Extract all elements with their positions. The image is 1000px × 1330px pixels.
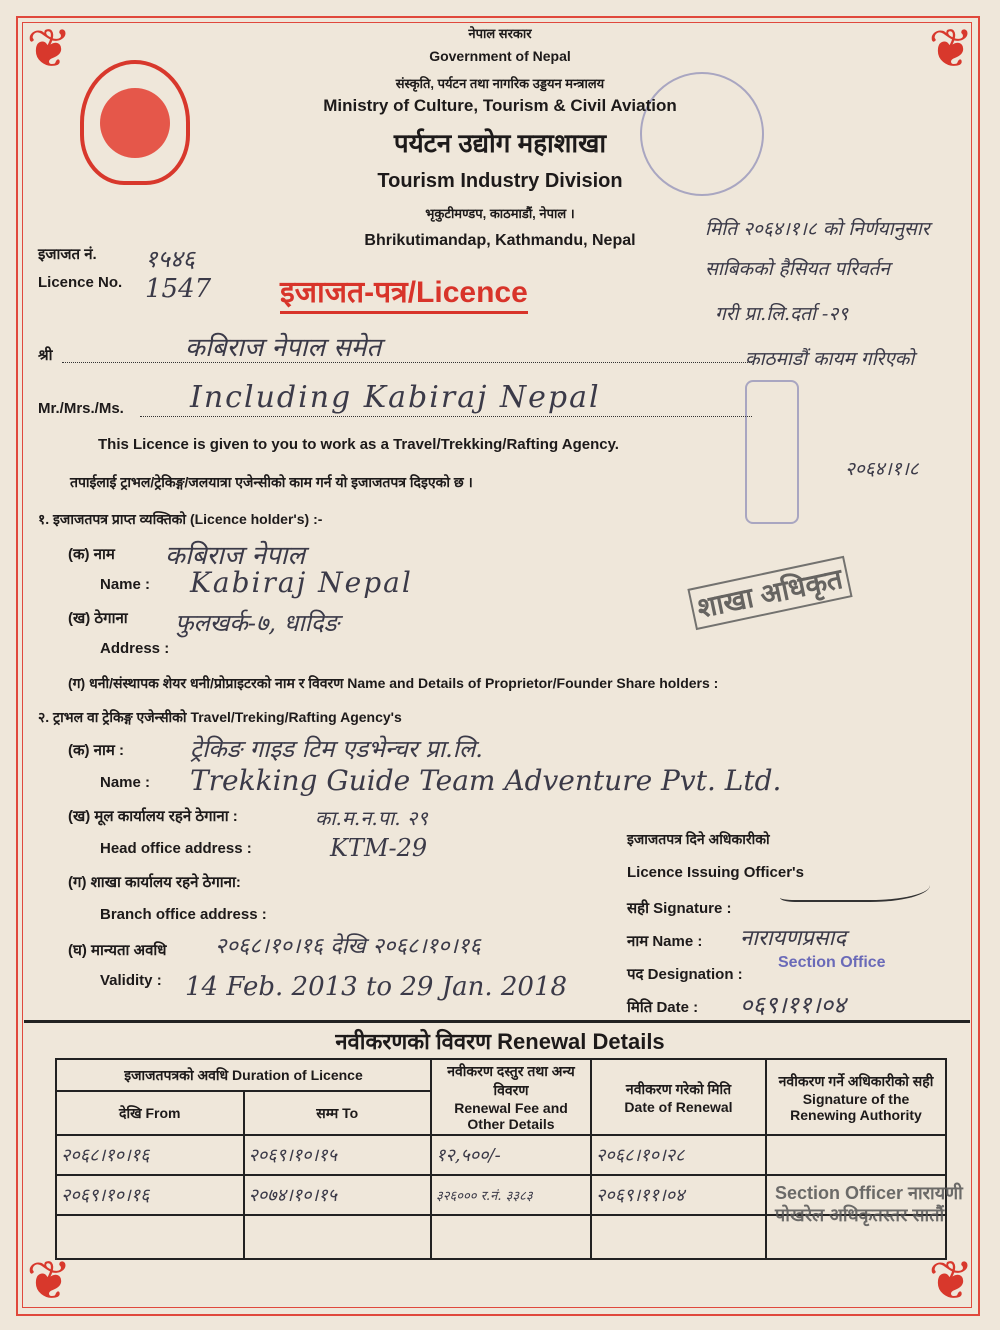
licence-no-value-en: 1547 <box>145 274 212 304</box>
renewal-table <box>55 1058 947 1260</box>
licence-no-label-np: इजाजत नं. <box>38 246 97 263</box>
head-office-en: KTM-29 <box>330 834 428 862</box>
document-title: इजाजत-पत्र/Licence <box>280 270 528 314</box>
licence-no-label-en: Licence No. <box>38 274 123 291</box>
table-row <box>56 1135 946 1175</box>
side-note-line: गरी प्रा.लि.दर्ता -२९ <box>715 303 849 325</box>
cell-from <box>56 1215 244 1259</box>
holder-address-np: फुलखर्क-७, धादिङ <box>175 609 339 637</box>
section2-heading: २. ट्राभल वा ट्रेकिङ्ग एजेन्सीको Travel/Treking/Rafting Agency's <box>38 709 402 725</box>
officer-date-label: मिति Date : <box>627 999 699 1016</box>
officer-name-label: नाम Name : <box>627 933 703 950</box>
side-note-line: मिति २०६४।१।८ को निर्णयानुसार <box>705 218 930 240</box>
renewal-title: नवीकरणको विवरण Renewal Details <box>335 1029 665 1054</box>
officer-signature-label: सही Signature : <box>627 900 732 917</box>
ministry-np: संस्कृति, पर्यटन तथा नागरिक उड्डयन मन्त्रालय <box>395 76 605 91</box>
cell-date <box>591 1215 766 1259</box>
col-sign-np: नवीकरण गर्ने अधिकारीको सही <box>778 1072 934 1089</box>
division-np: पर्यटन उद्योग महाशाखा <box>393 128 607 158</box>
cell-to: २०६९।१०।१५ <box>244 1135 432 1175</box>
corner-ornament: ❦ <box>26 19 72 79</box>
col-fee-np: नवीकरण दस्तुर तथा अन्य विवरण <box>447 1063 575 1098</box>
agency-name-en-label: Name : <box>100 774 151 791</box>
statement-en: This Licence is given to you to work as a Travel/Trekking/Rafting Agency. <box>98 436 619 453</box>
corner-ornament: ❦ <box>928 1251 974 1311</box>
cell-date: २०६८।१०।२८ <box>591 1135 766 1175</box>
division-en: Tourism Industry Division <box>377 170 623 192</box>
holder-name-np: कबिराज नेपाल <box>165 541 306 571</box>
branch-office-np-label: (ग) शाखा कार्यालय रहने ठेगाना: <box>68 874 241 891</box>
section1-heading: १. इजाजतपत्र प्राप्त व्यक्तिको (Licence holder's) :- <box>38 511 323 527</box>
officer-designation: Section Office <box>778 954 886 971</box>
branch-office-en-label: Branch office address : <box>100 906 267 923</box>
officer-name: नारायणप्रसाद <box>740 926 847 951</box>
gov-np: नेपाल सरकार <box>468 26 532 41</box>
validity-en-label: Validity : <box>100 972 162 989</box>
col-fee-en: Renewal Fee and Other Details <box>454 1100 568 1132</box>
divider <box>24 1020 970 1023</box>
officer-stamp: शाखा अधिकृत <box>687 556 852 630</box>
recipient-label-en: Mr./Mrs./Ms. <box>38 400 124 417</box>
renewal-stamp: Section Officer नारायणी पोखरेल अधिकृतस्तर सातौं <box>775 1183 963 1225</box>
statement-np: तपाईलाई ट्राभल/ट्रेकिङ्ग/जलयात्रा एजेन्सीको काम गर्न यो इजाजतपत्र दिइएको छ । <box>70 474 473 490</box>
head-office-en-label: Head office address : <box>100 840 252 857</box>
recipient-label-np: श्री <box>38 347 53 364</box>
holder-name-en: Kabiraj Nepal <box>190 566 413 599</box>
officer-designation-label: पद Designation : <box>627 966 743 983</box>
cell-date: २०६९।११।०४ <box>591 1175 766 1215</box>
address-en: Bhrikutimandap, Kathmandu, Nepal <box>364 232 636 249</box>
agency-name-en: Trekking Guide Team Adventure Pvt. Ltd. <box>190 764 782 797</box>
side-note-line: काठमाडौं कायम गरिएको <box>745 348 915 370</box>
officer-heading-en: Licence Issuing Officer's <box>627 864 804 881</box>
cell-fee: ३२६००० र.नं. ३३८३ <box>431 1175 591 1215</box>
officer-heading-np: इजाजतपत्र दिने अधिकारीको <box>627 831 770 847</box>
officer-signature <box>780 860 930 902</box>
side-note-line: साबिकको हैसियत परिवर्तन <box>705 258 890 280</box>
address-np: भृकुटीमण्डप, काठमाडौं, नेपाल । <box>425 206 575 221</box>
cell-fee: १२,५००/- <box>431 1135 591 1175</box>
proprietor-label: (ग) धनी/संस्थापक शेयर धनी/प्रोप्राइटरको नाम र विवरण Name and Details of Proprietor/Founder Share holders : <box>68 675 719 691</box>
col-from: देखि From <box>56 1091 244 1135</box>
officer-date: ०६९।११।०४ <box>740 991 846 1019</box>
agency-name-np-label: (क) नाम : <box>68 742 125 759</box>
head-office-np: का.म.न.पा. २९ <box>315 806 428 830</box>
corner-ornament: ❦ <box>26 1251 72 1311</box>
gov-en: Government of Nepal <box>429 48 571 64</box>
agency-name-np: ट्रेकिङ गाइड टिम एडभेन्चर प्रा.लि. <box>190 735 483 763</box>
col-sign-en: Signature of the Renewing Authority <box>790 1090 922 1123</box>
holder-name-en-label: Name : <box>100 576 151 593</box>
holder-address-np-label: (ख) ठेगाना <box>68 610 128 627</box>
holder-address-en-label: Address : <box>100 640 170 657</box>
validity-np-label: (घ) मान्यता अवधि <box>68 942 167 959</box>
recipient-value-en: Including Kabiraj Nepal <box>190 380 601 415</box>
ministry-en: Ministry of Culture, Tourism & Civil Aviation <box>323 96 677 115</box>
holder-name-np-label: (क) नाम <box>68 546 115 563</box>
cell-to: २०७४।१०।१५ <box>244 1175 432 1215</box>
cell-fee <box>431 1215 591 1259</box>
vertical-stamp <box>745 380 799 524</box>
cell-from: २०६९।१०।१६ <box>56 1175 244 1215</box>
col-duration: इजाजतपत्रको अवधि Duration of Licence <box>56 1059 431 1091</box>
corner-ornament: ❦ <box>928 19 974 79</box>
side-note-date: २०६४।१।८ <box>845 458 919 480</box>
col-date-np: नवीकरण गरेको मिति <box>625 1080 732 1097</box>
cell-signature <box>766 1135 946 1175</box>
col-to: सम्म To <box>244 1091 432 1135</box>
validity-en: 14 Feb. 2013 to 29 Jan. 2018 <box>185 972 568 1002</box>
col-date-en: Date of Renewal <box>624 1098 733 1115</box>
validity-np: २०६८।१०।१६ देखि २०६८।१०।१६ <box>215 934 481 959</box>
licence-no-value-np: १५४६ <box>145 245 195 273</box>
recipient-value-np: कबिराज नेपाल समेत <box>185 333 382 363</box>
cell-from: २०६८।१०।१६ <box>56 1135 244 1175</box>
head-office-np-label: (ख) मूल कार्यालय रहने ठेगाना : <box>68 808 238 825</box>
cell-to <box>244 1215 432 1259</box>
